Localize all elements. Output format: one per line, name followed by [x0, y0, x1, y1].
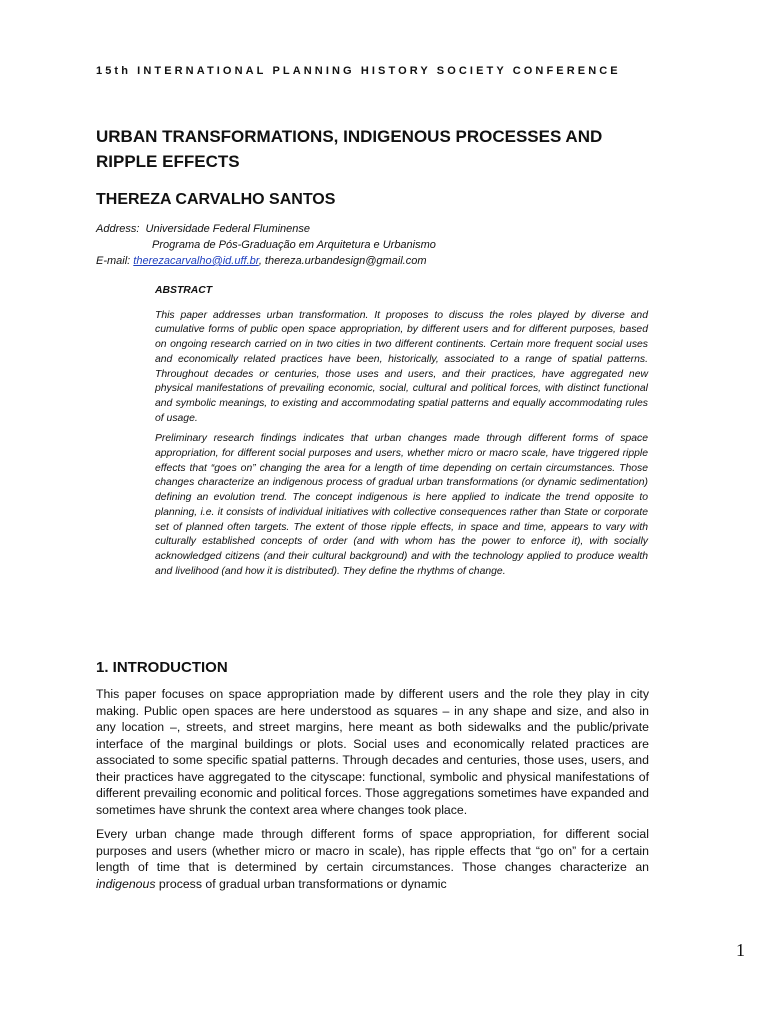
introduction-body — [96, 686, 649, 900]
paper-title: URBAN TRANSFORMATIONS, INDIGENOUS PROCESSES AND RIPPLE EFFECTS — [96, 127, 603, 171]
abstract-paragraph-2: Preliminary research findings indicates that urban changes made through different forms of space appropriation, for different social purposes and users, whether micro or macro scale, have triggered ripple effects that “goes on” changing the area for a length of time depending on certain circumstances. Those changes characterize an indigenous process of gradual urban transformations (or dynamic sedimentation) defining an evolution trend. The concept indigenous is here applied to indicate the trend opposite to planning, i.e. it consists of individual initiatives with collective consequences rather than State or corporate set of planned often targets. The extent of those ripple effects, in space and time, appears to vary with culturally established concepts of order (and with whom has the power to enforce it), with socially acknowledged citizens (and their cultural background) and with the technology applied to produce wealth and livelihood (and how it is distributed). They define the rhythms of change. — [155, 433, 648, 577]
paragraph-2-start: Every urban change made through different forms of space appropriation, for different social purposes and users (whether micro or macro in scale), has ripple effects that “go on” for a certain length of time that is determined by certain circumstances. Those changes characterize an — [96, 827, 649, 874]
paragraph-2-end: process of gradual urban transformations or dynamic — [155, 876, 447, 891]
address-label: Address: — [96, 223, 140, 235]
emphasis-indigenous: indigenous — [96, 876, 156, 891]
email-link[interactable]: therezacarvalho@id.uff.br — [133, 255, 259, 267]
abstract-paragraph-1: This paper addresses urban transformation. It proposes to discuss the roles played by diverse and cumulative forms of public open space appropriation, by different users and for different purposes, based on ongoing research carried on in two cities in two different continents. Certain more frequent social uses and economically related practices have been, historically, associated to a range of spatial patterns. Throughout decades or centuries, those uses and users, and their practices, have aggregated new physical manifestations of prevailing economic, social, cultural and political forces, with distinct functional and symbolic meanings, to existing and accommodating spatial patterns and equally accommodating rules of usage. — [155, 309, 648, 424]
address-row — [96, 221, 656, 237]
author-name: THEREZA CARVALHO SANTOS — [96, 191, 336, 208]
author-address — [96, 221, 656, 269]
email-label: E-mail: — [96, 255, 131, 267]
page-number: 1 — [736, 940, 745, 960]
running-head: 15th INTERNATIONAL PLANNING HISTORY SOCIETY CONFERENCE — [96, 65, 621, 77]
email-secondary: , thereza.urbandesign@gmail.com — [258, 255, 427, 267]
abstract-section — [155, 284, 648, 585]
email-row — [96, 253, 656, 269]
section-heading-introduction: 1. INTRODUCTION — [96, 659, 228, 676]
university-name: Universidade Federal Fluminense — [145, 223, 311, 235]
introduction-paragraph-2 — [96, 826, 649, 892]
introduction-paragraph-1: This paper focuses on space appropriation made by different users and the role they play in city making. Public open spaces are here understood as squares – in any shape and size, and also in any location –, streets, and street margins, here meant as both sidewalks and the public/private interface of the marginal buildings or plots. Social uses and economically related practices are associated to some specific spatial patterns. Through decades and centuries, those uses, users, and their practices have aggregated to the cityscape: functional, symbolic and physical manifestations of different prevailing economic and political forces. Those aggregations sometimes have expanded and sometimes have shrunk the context area where changes took place. — [96, 687, 649, 817]
abstract-heading: ABSTRACT — [155, 285, 213, 296]
program-name: Programa de Pós-Graduação em Arquitetura e Urbanismo — [152, 239, 436, 251]
